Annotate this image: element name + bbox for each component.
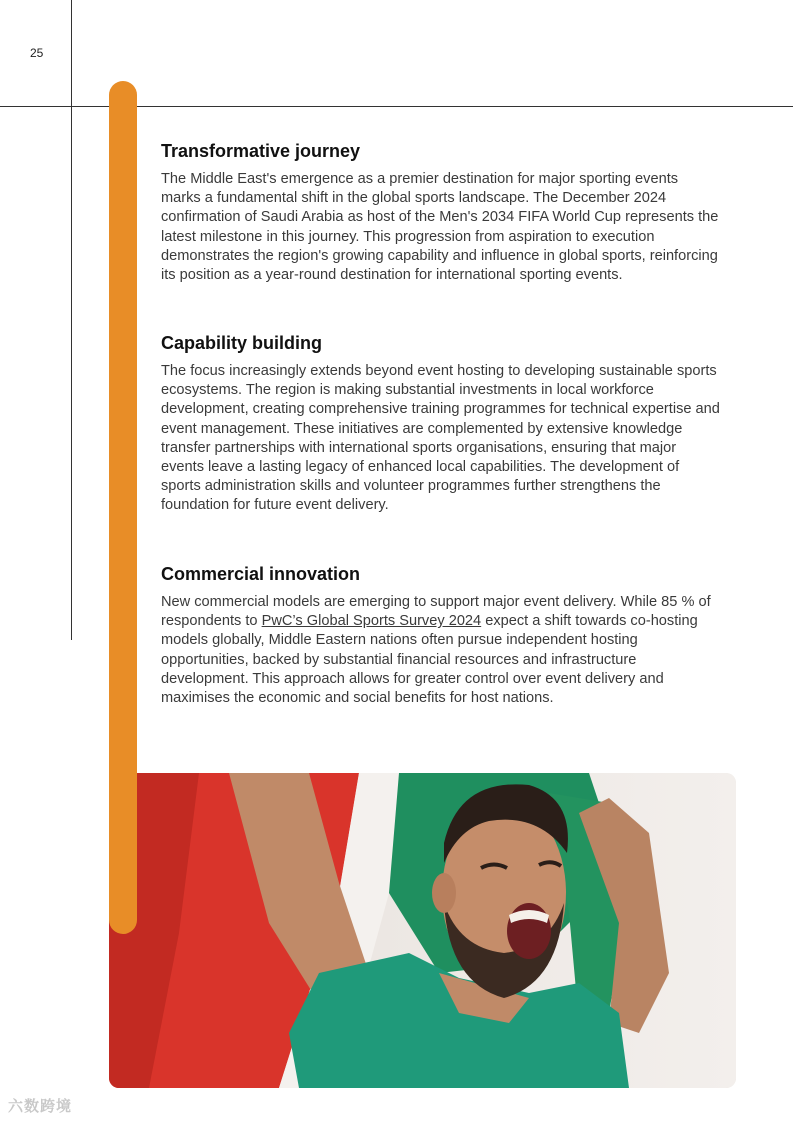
body-text-end: expect a shift towards co-hosting models globally, Middle Eastern nations often pursue independent hosting opportunities, backed by substantial financial resources and infrastructure development. This approach allows for greater control over event delivery and maximises the economic and social benefits for host nations. bbox=[161, 613, 698, 707]
section-body: The Middle East's emergence as a premier destination for major sporting events marks a fundamental shift in the global sports landscape. The December 2024 confirmation of Saudi Arabia as host of the Men's 2034 FIFA World Cup represents the latest milestone in this journey. This progression from aspiration to execution demonstrates the region's growing capability and influence in global sports, reinforcing its position as a year-round destination for international sporting events. bbox=[161, 171, 719, 284]
accent-bar bbox=[109, 81, 137, 934]
survey-link[interactable]: PwC’s Global Sports Survey 2024 bbox=[261, 613, 482, 630]
page-number: 25 bbox=[30, 46, 44, 60]
photo-illustration bbox=[109, 773, 736, 1088]
section-body bbox=[161, 593, 721, 708]
section-capability-building bbox=[161, 333, 721, 516]
section-heading: Transformative journey bbox=[161, 141, 361, 161]
watermark: 六数跨境 bbox=[8, 1098, 73, 1115]
section-body: The focus increasingly extends beyond event hosting to developing sustainable sports ecosystems. The region is making substantial investments in local workforce development, creating comprehensive training programmes for technical expertise and event management. These initiatives are complemented by extensive knowledge transfer partnerships with international sports organisations, ensuring that major events leave a lasting legacy of enhanced local capabilities. The development of sports administration skills and volunteer programmes further strengthens the foundation for future event delivery. bbox=[161, 363, 720, 514]
section-heading: Commercial innovation bbox=[161, 564, 361, 584]
fan-with-flag-photo bbox=[109, 773, 736, 1088]
section-heading: Capability building bbox=[161, 333, 322, 353]
vertical-rule bbox=[71, 0, 72, 640]
body-text-start: New commercial models are emerging to support major event delivery. While 85 % of respondents to bbox=[161, 594, 711, 630]
section-commercial-innovation bbox=[161, 564, 721, 708]
section-transformative-journey bbox=[161, 141, 721, 285]
